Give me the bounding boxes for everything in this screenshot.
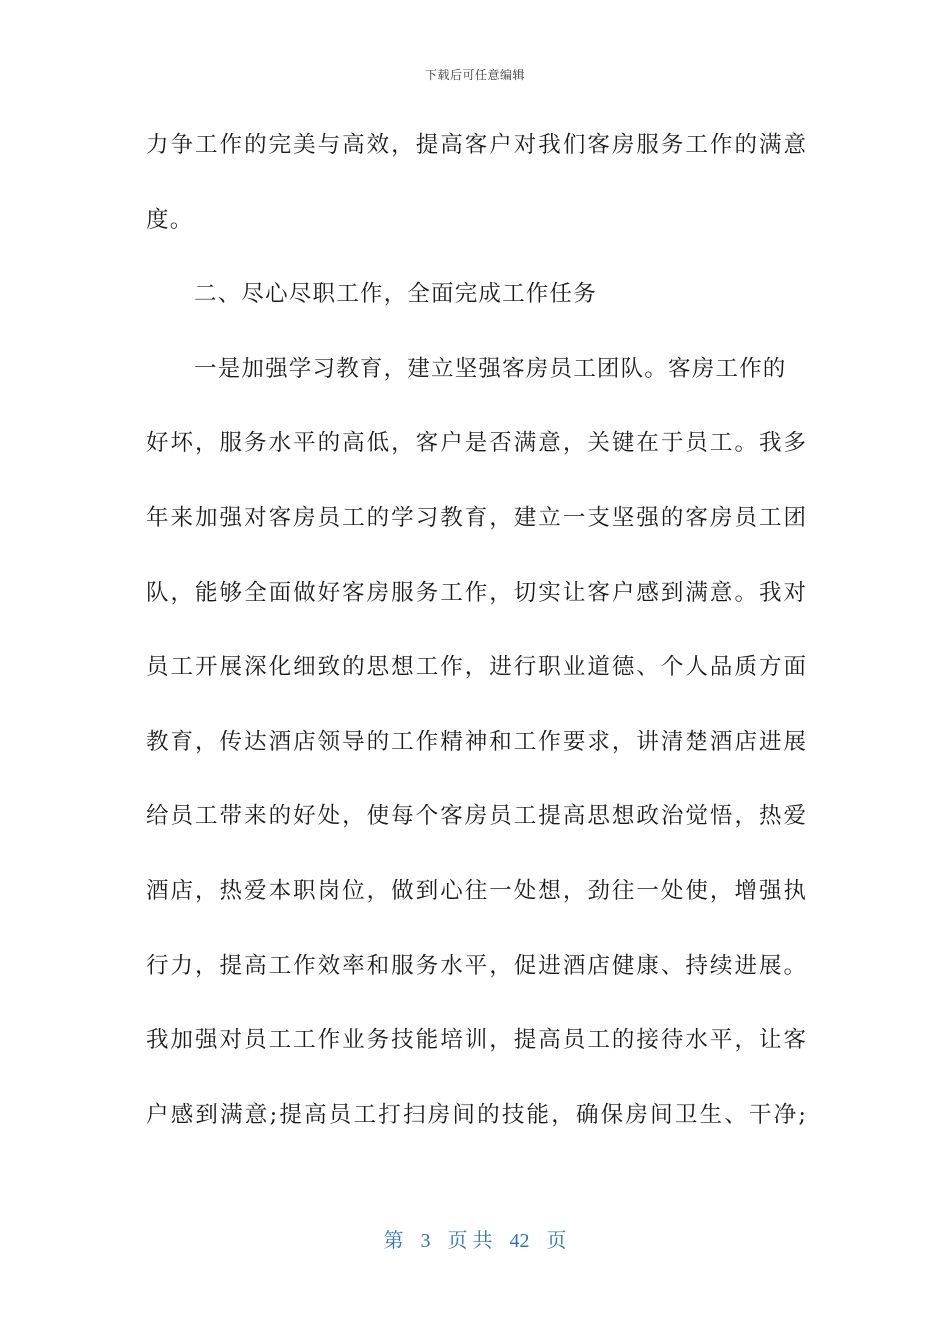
body-line: 好坏，服务水平的高低，客户是否满意，关键在于员工。我多 [146,430,806,457]
footer-current-page: 3 [420,1230,431,1252]
body-line: 酒店，热爱本职岗位，做到心往一处想，劲往一处使，增强执 [146,877,806,904]
body-line: 队，能够全面做好客房服务工作，切实让客户感到满意。我对 [146,579,806,606]
section-heading: 二、尽心尽职工作，全面完成工作任务 [194,281,597,308]
body-line: 我加强对员工工作业务技能培训，提高员工的接待水平，让客 [146,1027,806,1054]
body-line: 员工开展深化细致的思想工作，进行职业道德、个人品质方面 [146,654,806,681]
body-line: 度。 [146,206,194,233]
body-line: 年来加强对客房员工的学习教育，建立一支坚强的客房员工团 [146,504,806,531]
body-line: 给员工带来的好处，使每个客房员工提高思想政治觉悟，热爱 [146,803,806,830]
body-line: 教育，传达酒店领导的工作精神和工作要求，讲清楚酒店进展 [146,728,806,755]
footer-total-pages: 42 [509,1230,530,1252]
body-line: 力争工作的完美与高效，提高客户对我们客房服务工作的满意 [146,132,806,158]
body-line: 行力，提高工作效率和服务水平，促进酒店健康、持续进展。 [146,952,806,979]
header-note: 下载后可任意编辑 [424,68,525,82]
footer-prefix: 第 [383,1230,404,1252]
body-line: 户感到满意;提高员工打扫房间的技能，确保房间卫生、干净; [146,1101,806,1128]
page-footer [0,1224,950,1253]
footer-suffix: 页 [546,1230,567,1252]
footer-middle: 页 共 [447,1230,493,1252]
body-line: 一是加强学习教育，建立坚强客房员工团队。客房工作的 [194,355,787,382]
document-body [146,125,806,1169]
